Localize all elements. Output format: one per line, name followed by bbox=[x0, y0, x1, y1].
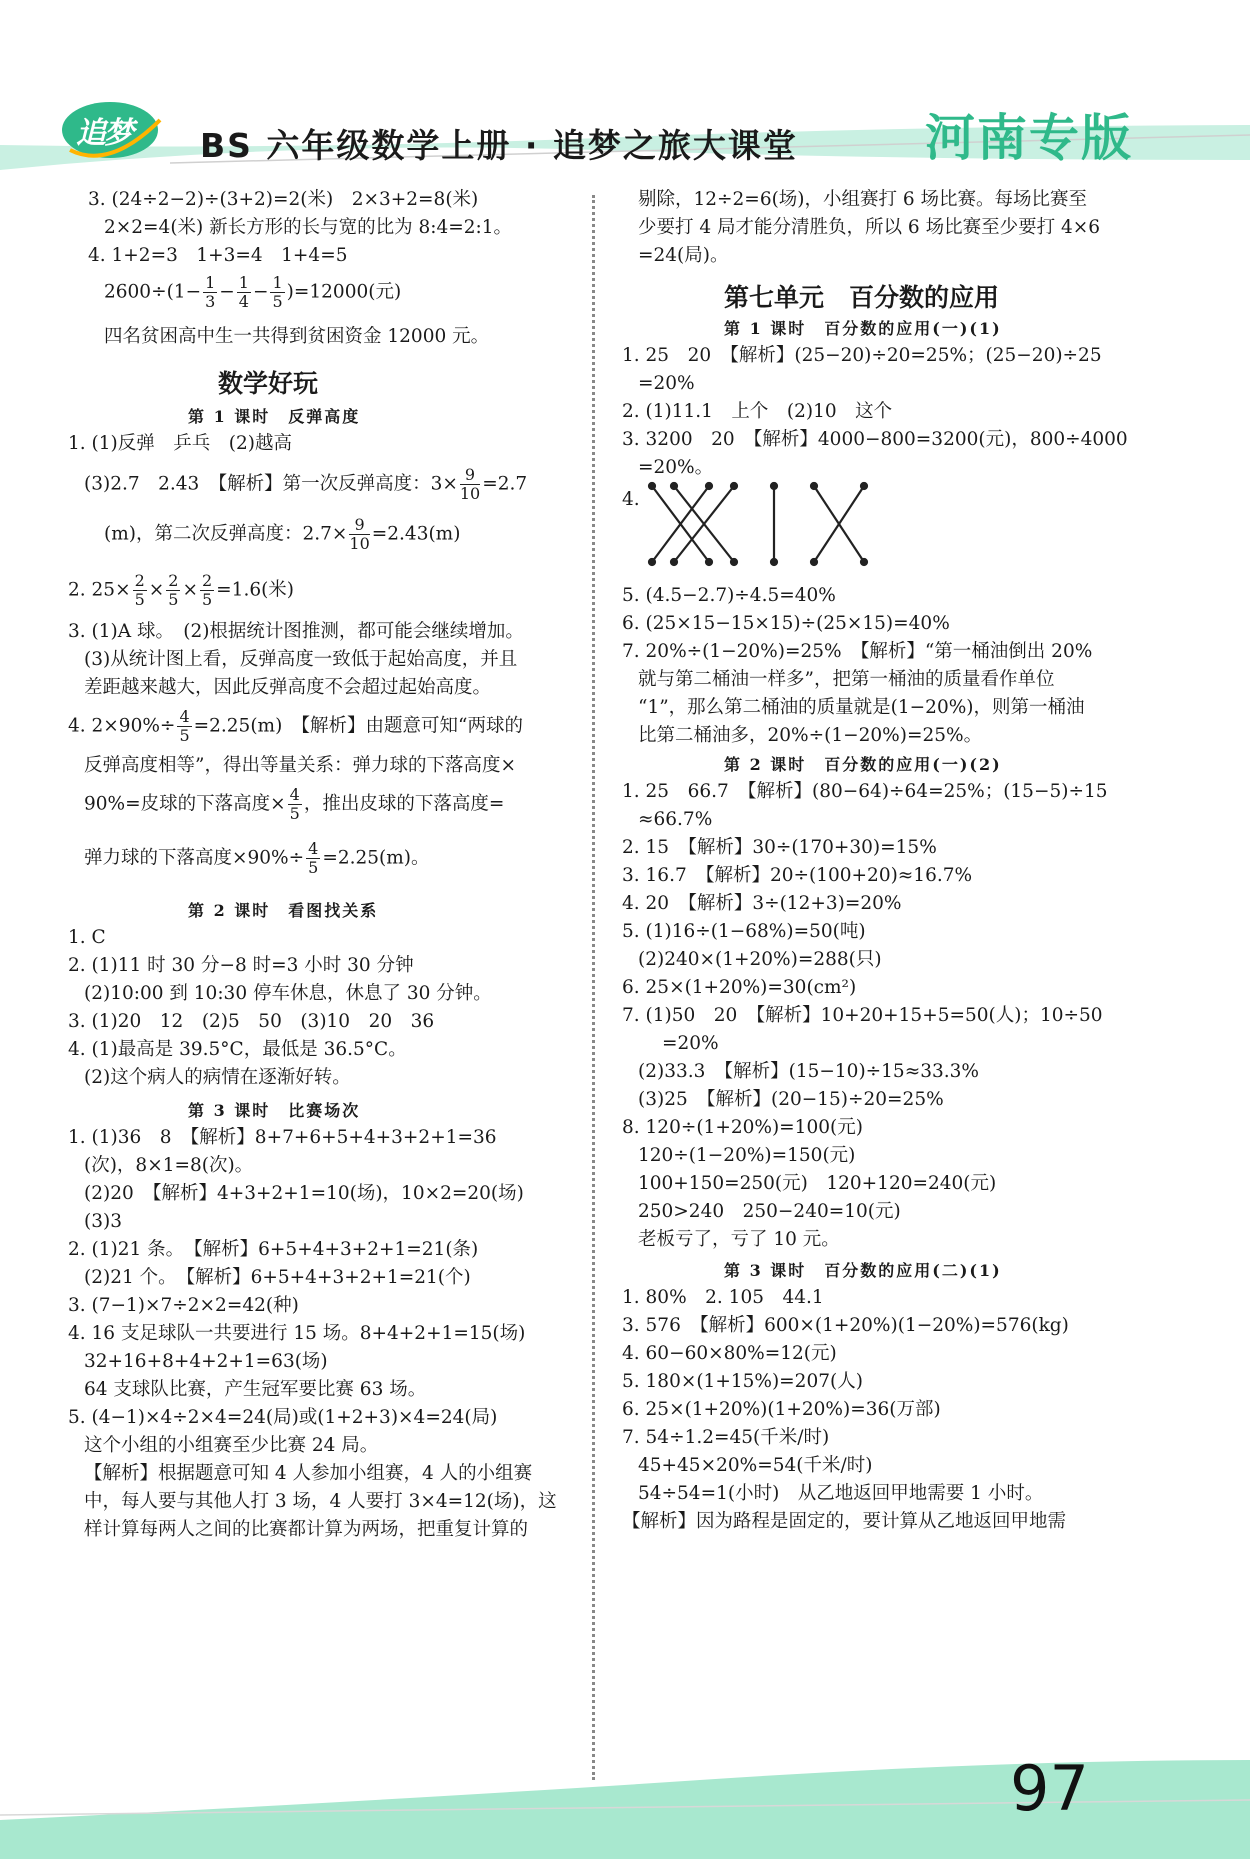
expr-part: =2.25(m)。 bbox=[322, 847, 430, 869]
answer-line: 64 支球队比赛，产生冠军要比赛 63 场。 bbox=[84, 1379, 427, 1400]
answer-line: (3)从统计图上看，反弹高度一致低于起始高度，并且 bbox=[84, 649, 518, 670]
expr-part: 2. 25× bbox=[68, 579, 131, 601]
fraction: $\frac{4}{5}$ bbox=[289, 785, 300, 823]
answer-line: 5. (4−1)×4÷2×4=24(局)或(1+2+3)×4=24(局) bbox=[68, 1407, 498, 1428]
answer-line: =24(局)。 bbox=[638, 245, 729, 266]
answer-line: (2)20 【解析】4+3+2+1=10(场)，10×2=20(场) bbox=[84, 1183, 524, 1204]
expr-part: ，推出皮球的下落高度= bbox=[303, 793, 505, 815]
answer-line: =20% bbox=[638, 373, 695, 394]
answer-line: 3. 3200 20 【解析】4000−800=3200(元)，800÷4000 bbox=[622, 429, 1128, 450]
answer-line: 1. 80% 2. 105 44.1 bbox=[622, 1287, 824, 1308]
answer-line: 2. (1)11.1 上个 (2)10 这个 bbox=[622, 401, 893, 422]
edition-label: 河南专版 bbox=[925, 109, 1133, 167]
answer-line: ≈66.7% bbox=[638, 809, 713, 830]
answer-line: (2)这个病人的病情在逐渐好转。 bbox=[84, 1067, 351, 1088]
section-title: 第七单元 百分数的应用 bbox=[724, 283, 1000, 312]
fraction: $\frac{4}{5}$ bbox=[308, 839, 319, 877]
expr-part: (3)2.7 2.43 【解析】第一次反弹高度：3× bbox=[84, 473, 458, 495]
answer-line: 100+150=250(元) 120+120=240(元) bbox=[638, 1173, 997, 1194]
answer-line: 7. 20%÷(1−20%)=25% 【解析】“第一桶油倒出 20% bbox=[622, 641, 1093, 662]
answer-line: 2×2=4(米) 新长方形的长与宽的比为 8:4=2:1。 bbox=[104, 217, 513, 238]
answer-line: 4. bbox=[622, 489, 640, 510]
expr-part: 90%=皮球的下落高度× bbox=[84, 793, 286, 815]
answer-line: 6. (25×15−15×15)÷(25×15)=40% bbox=[622, 613, 950, 634]
answer-line: 5. 180×(1+15%)=207(人) bbox=[622, 1371, 863, 1392]
answer-line: 1. C bbox=[68, 927, 106, 948]
answer-line: 【解析】因为路程是固定的，要计算从乙地返回甲地需 bbox=[622, 1511, 1067, 1532]
answer-line: 4. 20 【解析】3÷(12+3)=20% bbox=[622, 893, 902, 914]
page-header bbox=[0, 0, 1250, 190]
answer-line: (3)3 bbox=[84, 1211, 122, 1232]
answer-line: 比第二桶油多，20%÷(1−20%)=25%。 bbox=[638, 725, 983, 746]
section-title: 数学好玩 bbox=[218, 369, 319, 398]
answer-line: 少要打 4 局才能分清胜负，所以 6 场比赛至少要打 4×6 bbox=[638, 217, 1100, 238]
lesson-title: 第 2 课时 看图找关系 bbox=[188, 901, 379, 920]
fraction: $\frac{2}{5}$ bbox=[134, 571, 145, 609]
answer-line: (3)25 【解析】(20−15)÷20=25% bbox=[638, 1089, 944, 1110]
answer-line: (次)，8×1=8(次)。 bbox=[84, 1155, 254, 1176]
answer-line: 7. 54÷1.2=45(千米/时) bbox=[622, 1427, 830, 1448]
answer-line bbox=[104, 516, 460, 553]
answer-line: 2. (1)11 时 30 分−8 时=3 小时 30 分钟 bbox=[68, 955, 414, 976]
answer-line bbox=[84, 840, 429, 877]
answer-line: 2600÷(1− $\frac{1}{3}$ − $\frac{1}{4}$ − $\frac{1}{5}$ )=12000(元) bbox=[104, 273, 402, 311]
expr-part: =1.6(米) bbox=[216, 579, 295, 601]
answer-line bbox=[84, 786, 504, 823]
answer-line: =20% bbox=[662, 1033, 719, 1054]
book-title: BS 六年级数学上册 · 追梦之旅大课堂 bbox=[200, 126, 798, 165]
answer-line: 这个小组的小组赛至少比赛 24 局。 bbox=[84, 1435, 379, 1456]
answer-line: 就与第二桶油一样多”，把第一桶油的质量看作单位 bbox=[638, 669, 1055, 690]
expr-part: )=12000(元) bbox=[286, 281, 402, 303]
fraction: $\frac{2}{5}$ bbox=[168, 571, 179, 609]
answer-line bbox=[84, 466, 527, 503]
lesson-title: 第 1 课时 反弹高度 bbox=[188, 407, 361, 426]
expr-part: =2.43(m) bbox=[371, 523, 461, 545]
answer-line: 老板亏了，亏了 10 元。 bbox=[638, 1229, 840, 1250]
fraction: $\frac{2}{5}$ bbox=[201, 571, 213, 609]
answer-line: 中，每人要与其他人打 3 场，4 人要打 3×4=12(场)，这 bbox=[84, 1491, 557, 1512]
fraction: $\frac{1}{5}$ bbox=[272, 273, 283, 311]
answer-line: 5. (4.5−2.7)÷4.5=40% bbox=[622, 585, 836, 606]
answer-line: (2)240×(1+20%)=288(只) bbox=[638, 949, 882, 970]
answer-line: 3. 16.7 【解析】20÷(100+20)≈16.7% bbox=[622, 865, 973, 886]
expr-part: (m)，第二次反弹高度：2.7× bbox=[104, 523, 348, 545]
answer-line: 120÷(1−20%)=150(元) bbox=[638, 1145, 856, 1166]
answer-line: 3. (1)20 12 (2)5 50 (3)10 20 36 bbox=[68, 1011, 435, 1032]
lesson-title: 第 3 课时 百分数的应用(二)(1) bbox=[724, 1261, 1002, 1280]
answer-line: 样计算每两人之间的比赛都计算为两场，把重复计算的 bbox=[84, 1519, 529, 1540]
answer-line: 4. 16 支足球队一共要进行 15 场。8+4+2+1=15(场) bbox=[68, 1323, 526, 1344]
logo bbox=[58, 100, 168, 170]
answer-line: 2. (1)21 条。 【解析】6+5+4+3+2+1=21(条) bbox=[68, 1239, 479, 1260]
answer-line: 6. 25×(1+20%)(1+20%)=36(万部) bbox=[622, 1399, 941, 1420]
fraction: $\frac{4}{5}$ bbox=[179, 707, 190, 745]
answer-line: 反弹高度相等”，得出等量关系：弹力球的下落高度× bbox=[84, 755, 516, 776]
matching-diagram bbox=[644, 478, 894, 570]
fraction: $\frac{1}{4}$ bbox=[238, 273, 249, 311]
answer-line: 54÷54=1(小时) 从乙地返回甲地需要 1 小时。 bbox=[638, 1483, 1044, 1504]
answer-line: 3. 576 【解析】600×(1+20%)(1−20%)=576(kg) bbox=[622, 1315, 1069, 1336]
answer-line: =20%。 bbox=[638, 457, 714, 478]
fraction: $\frac{9}{10}$ bbox=[459, 465, 481, 503]
answer-line: 3. (24÷2−2)÷(3+2)=2(米) 2×3+2=8(米) bbox=[88, 189, 479, 210]
fraction: $\frac{1}{3}$ bbox=[205, 273, 216, 311]
answer-line: (2)33.3 【解析】(15−10)÷15≈33.3% bbox=[638, 1061, 979, 1082]
lesson-title: 第 3 课时 比赛场次 bbox=[188, 1101, 361, 1120]
answer-line: 【解析】根据题意可知 4 人参加小组赛，4 人的小组赛 bbox=[84, 1463, 533, 1484]
logo-text: 追梦 bbox=[76, 116, 132, 151]
expr-part: =2.7 bbox=[482, 473, 528, 495]
answer-line: 4. 60−60×80%=12(元) bbox=[622, 1343, 837, 1364]
answer-line: 四名贫困高中生一共得到贫困资金 12000 元。 bbox=[104, 326, 490, 347]
answer-line: (2)10:00 到 10:30 停车休息，休息了 30 分钟。 bbox=[84, 983, 492, 1004]
answer-line: 8. 120÷(1+20%)=100(元) bbox=[622, 1117, 863, 1138]
expr-part: 2600÷(1− bbox=[104, 281, 202, 303]
answer-line bbox=[68, 708, 523, 745]
answer-line: 1. (1)36 8 【解析】8+7+6+5+4+3+2+1=36 bbox=[68, 1127, 497, 1148]
answer-line: 3. (1)A 球。 (2)根据统计图推测，都可能会继续增加。 bbox=[68, 621, 524, 642]
answer-line: 差距越来越大，因此反弹高度不会超过起始高度。 bbox=[84, 677, 492, 698]
answer-line: 6. 25×(1+20%)=30(cm²) bbox=[622, 977, 857, 998]
column-divider bbox=[592, 195, 595, 1780]
answer-line: 5. (1)16÷(1−68%)=50(吨) bbox=[622, 921, 866, 942]
lesson-title: 第 1 课时 百分数的应用(一)(1) bbox=[724, 319, 1002, 338]
answer-line: 1. 25 20 【解析】(25−20)÷20=25%；(25−20)÷25 bbox=[622, 345, 1102, 366]
answer-line: 250>240 250−240=10(元) bbox=[638, 1201, 901, 1222]
answer-line: 1. 25 66.7 【解析】(80−64)÷64=25%；(15−5)÷15 bbox=[622, 781, 1108, 802]
answer-line: 1. (1)反弹 乒乓 (2)越高 bbox=[68, 433, 292, 454]
fraction: $\frac{9}{10}$ bbox=[349, 515, 370, 553]
answer-line: 2. 15 【解析】30÷(170+30)=15% bbox=[622, 837, 937, 858]
expr-part: 弹力球的下落高度×90%÷ bbox=[84, 847, 305, 869]
answer-line: 4. (1)最高是 39.5°C，最低是 36.5°C。 bbox=[68, 1039, 407, 1060]
answer-line: 3. (7−1)×7÷2×2=42(种) bbox=[68, 1295, 299, 1316]
lesson-title: 第 2 课时 百分数的应用(一)(2) bbox=[724, 755, 1002, 774]
page-number: 97 bbox=[1010, 1752, 1089, 1825]
answer-line: 4. 1+2=3 1+3=4 1+4=5 bbox=[88, 245, 348, 266]
answer-line: 45+45×20%=54(千米/时) bbox=[638, 1455, 873, 1476]
answer-line: “1”，那么第二桶油的质量就是(1−20%)，则第一桶油 bbox=[638, 697, 1085, 718]
answer-line: 2. 25× $\frac{2}{5}$ × $\frac{2}{5}$ × $\frac{2}{5}$ =1.6(米) bbox=[68, 571, 295, 609]
answer-line: 32+16+8+4+2+1=63(场) bbox=[84, 1351, 328, 1372]
answer-line: 7. (1)50 20 【解析】10+20+15+5=50(人)；10÷50 bbox=[622, 1005, 1103, 1026]
answer-line: (2)21 个。 【解析】6+5+4+3+2+1=21(个) bbox=[84, 1267, 471, 1288]
expr-part: =2.25(m) 【解析】由题意可知“两球的 bbox=[193, 715, 524, 737]
answer-line: 剔除，12÷2=6(场)，小组赛打 6 场比赛。每场比赛至 bbox=[638, 189, 1088, 210]
expr-part: 4. 2×90%÷ bbox=[68, 715, 176, 737]
